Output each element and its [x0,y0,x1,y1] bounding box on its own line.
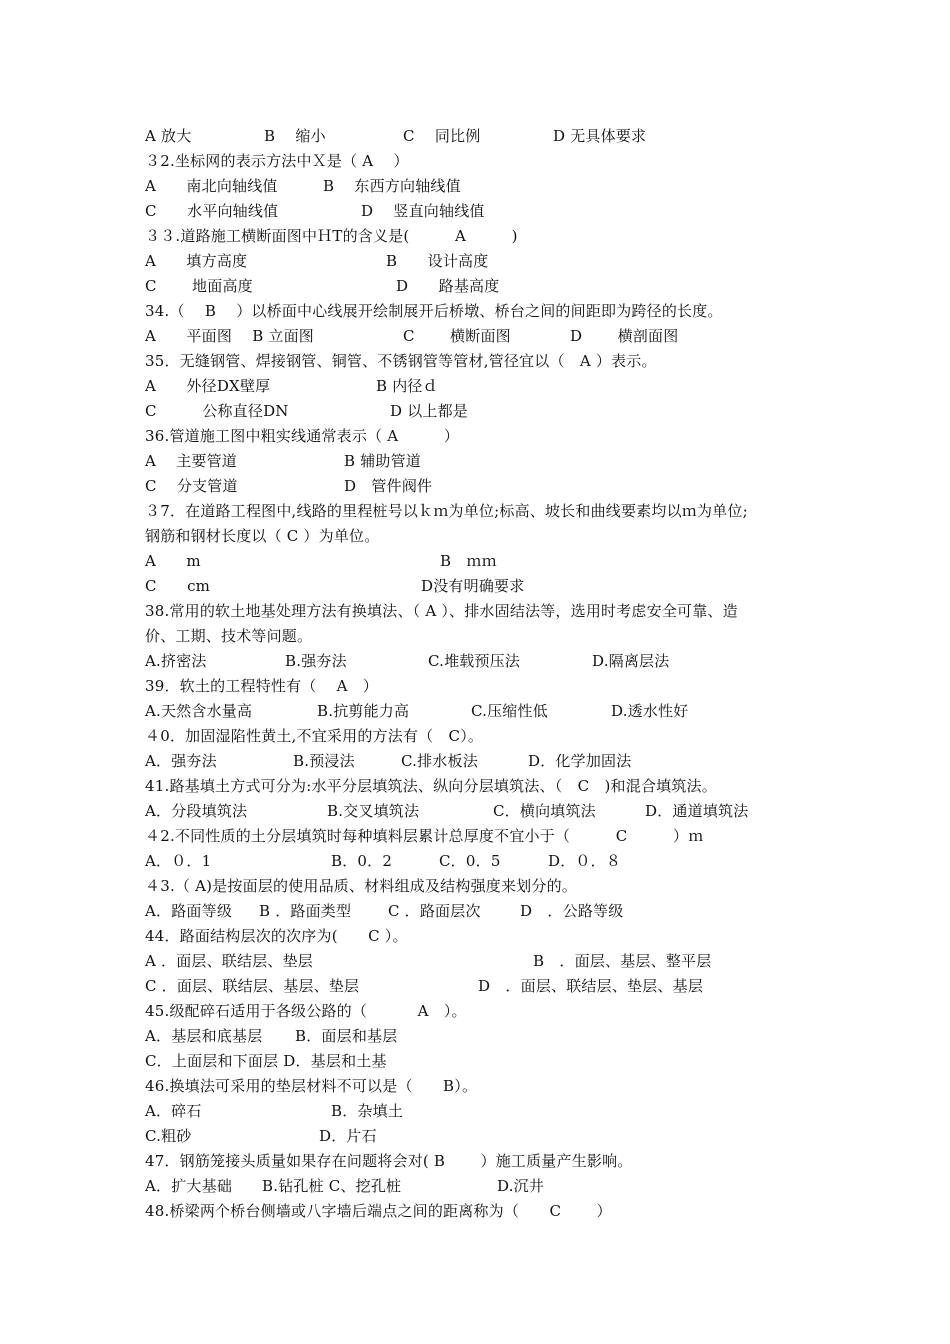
text-line [145,126,647,146]
option-c: C.堆载预压法 [428,652,521,670]
option-b: B.强夯法 [285,652,347,670]
question-line [145,601,738,621]
option-d: D 管件阀件 [344,477,433,495]
text-line [145,1026,398,1046]
question-text: ３2.坐标网的表示方法中Ｘ是（ A ） [145,152,409,170]
option-a-b: A 平面图 B 立面图 [145,327,314,345]
option-c-d: C．上面层和下面层 D．基层和土基 [145,1052,387,1070]
option-d: D 竖直向轴线值 [361,202,485,220]
option-b: B 设计高度 [386,252,489,270]
option-d: D.沉井 [497,1177,545,1195]
question-line [145,501,748,521]
option-a: A．分段填筑法 [145,802,248,820]
question-line [145,876,577,896]
option-b: B.预浸法 [293,752,355,770]
option-d: D 横剖面图 [570,327,679,345]
question-text: ４3.（ A)是按面层的使用品质、材料组成及结构强度来划分的。 [145,877,577,895]
option-a: A 主要管道 [145,452,238,470]
option-c: C 地面高度 [145,277,253,295]
question-text: 48.桥梁两个桥台侧墙或八字墙后端点之间的距离称为（ C ） [145,1202,612,1220]
option-a: A 南北向轴线值 [145,177,278,195]
option-b: B ．路面类型 [259,902,352,920]
option-c: C ．路面层次 [388,902,481,920]
option-c: C 水平向轴线值 [145,202,279,220]
option-d: D．通道填筑法 [645,802,749,820]
option-d: D.隔离层法 [592,652,670,670]
option-b: B.交叉填筑法 [327,802,420,820]
option-b: B 缩小 [264,127,326,145]
text-line [145,176,461,196]
option-a: A．扩大基础 [145,1177,233,1195]
option-a: A.天然含水量高 [145,702,253,720]
option-d: D．０．８ [548,852,622,870]
option-c: C 同比例 [403,127,481,145]
question-line [145,426,460,446]
option-c: C 分支管道 [145,477,238,495]
option-b: B 辅助管道 [344,452,421,470]
text-line [145,651,670,671]
question-line [145,1076,478,1096]
text-line [145,576,525,596]
question-line [145,301,723,321]
question-line [145,1151,633,1171]
option-c: C 横断面图 [403,327,511,345]
text-line [145,701,689,721]
option-a: A．基层和底基层 [145,1027,263,1045]
option-b: B 东西方向轴线值 [323,177,461,195]
text-line [145,751,632,771]
option-a: A 填方高度 [145,252,248,270]
question-text: 41.路基填土方式可分为:水平分层填筑法、纵向分层填筑法、（ C )和混合填筑法。 [145,777,717,795]
option-d: D.透水性好 [611,702,689,720]
text-line [145,801,749,821]
question-text: ３３.道路施工横断面图中ＨT的含义是( A ) [145,227,518,245]
option-a: A m [145,552,201,570]
text-line [145,376,438,396]
option-c: C ．面层、联结层、基层、垫层 [145,977,360,995]
question-line-continued [145,526,380,546]
option-d: D 以上都是 [390,402,468,420]
text-line [145,976,704,996]
text-line [145,901,624,921]
option-c: C.排水板法 [401,752,478,770]
option-d: D ．面层、联结层、垫层、基层 [478,977,704,995]
text-line [145,951,712,971]
question-text: 39．软土的工程特性有（ A ） [145,677,379,695]
question-line [145,726,484,746]
option-a: A 外径DX壁厚 [145,377,271,395]
option-a: A．０．1 [145,852,212,870]
option-c: C．0．5 [439,852,501,870]
question-line [145,826,704,846]
question-text: ４2.不同性质的土分层填筑时每种填料层累计总厚度不宜小于（ C ）ｍ [145,827,704,845]
question-text: 46.换填法可采用的垫层材料不可以是（ B）。 [145,1077,478,1095]
question-line [145,1201,612,1221]
question-line [145,151,409,171]
option-c: C．横向填筑法 [493,802,596,820]
question-text: 35．无缝钢管、焊接钢管、铜管、不锈钢管等管材,管径宜以（ A ）表示。 [145,352,657,370]
question-line [145,226,518,246]
text-line [145,1101,404,1121]
option-d: D ．公路等级 [520,902,624,920]
question-line [145,926,408,946]
option-d: D 无具体要求 [553,127,647,145]
option-b: B ．面层、基层、整平层 [533,952,712,970]
option-b: B 内径ｄ [376,377,438,395]
text-line [145,1176,545,1196]
question-text: 钢筋和钢材长度以（ C ）为单位。 [145,527,380,545]
question-text: 47．钢筋笼接头质量如果存在问题将会对( B ）施工质量产生影响。 [145,1152,633,1170]
text-line [145,326,679,346]
question-line-continued [145,626,313,646]
text-line [145,476,433,496]
question-text: ４0．加固湿陷性黄土,不宜采用的方法有（ C）。 [145,727,484,745]
option-b: B ｍｍ [440,552,497,570]
text-line [145,851,622,871]
text-line [145,251,489,271]
question-text: 36.管道施工图中粗实线通常表示（ A ） [145,427,460,445]
question-text: 45.级配碎石适用于各级公路的（ A ）。 [145,1002,467,1020]
question-text: 价、工期、技术等问题。 [145,627,313,645]
text-line [145,1051,387,1071]
question-line [145,676,379,696]
option-c: C cm [145,577,211,595]
text-line [145,201,485,221]
option-b-c: B.钻孔桩 C、挖孔桩 [262,1177,402,1195]
option-d: D．片石 [319,1127,377,1145]
option-b: B.抗剪能力高 [317,702,410,720]
option-c: C 公称直径DN [145,402,289,420]
option-b: B．面层和基层 [295,1027,398,1045]
question-line [145,776,717,796]
option-c: C.粗砂 [145,1127,192,1145]
text-line [145,401,468,421]
question-text: ３7．在道路工程图中,线路的里程桩号以ｋｍ为单位;标高、坡长和曲线要素均以ｍ为单位; [145,502,748,520]
text-line [145,551,497,571]
option-a: A ．面层、联结层、垫层 [145,952,314,970]
option-a: A．碎石 [145,1102,202,1120]
option-d: D．化学加固法 [528,752,632,770]
question-text: 38.常用的软土地基处理方法有换填法、（ A ）、排水固结法等，选用时考虑安全可靠、造 [145,602,738,620]
option-d: D 路基高度 [396,277,500,295]
option-a: A 放大 [145,127,192,145]
question-text: 44．路面结构层次的次序为( C ）。 [145,927,408,945]
question-line [145,351,657,371]
question-text: 34.（ B ）以桥面中心线展开绘制展开后桥墩、桥台之间的间距即为跨径的长度。 [145,302,723,320]
option-d: D没有明确要求 [421,577,525,595]
option-b: B．杂填土 [331,1102,404,1120]
option-b: B．0．2 [331,852,393,870]
question-line [145,1001,467,1021]
text-line [145,1126,377,1146]
option-a: A．路面等级 [145,902,233,920]
text-line [145,451,421,471]
option-a: A.挤密法 [145,652,207,670]
option-c: C.压缩性低 [471,702,548,720]
text-line [145,276,500,296]
option-a: A．强夯法 [145,752,217,770]
